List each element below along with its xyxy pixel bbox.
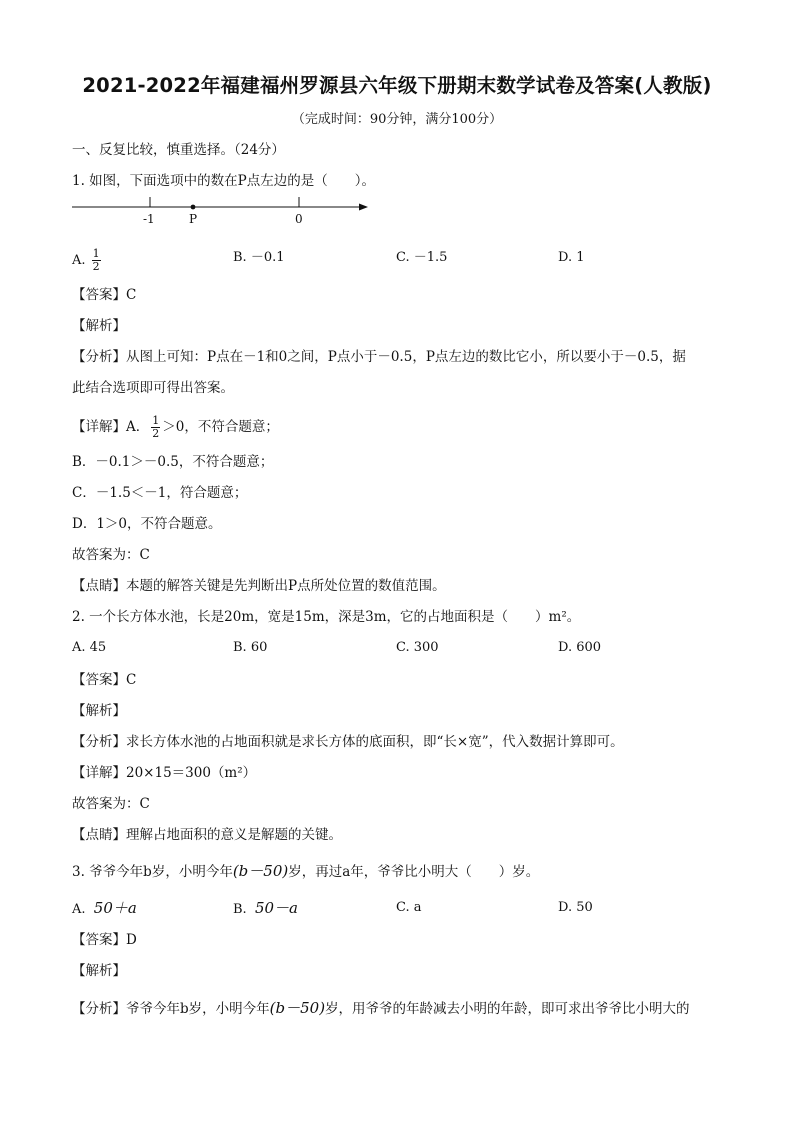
number-line [70,196,380,230]
number-line-label-minus-one: -1 [143,212,155,226]
q3-fenxi-expression: (b－50) [269,999,326,1017]
q3-option-a-expression: 50＋a [93,899,137,917]
fraction-numerator: 1 [152,414,160,427]
number-line-figure [70,196,380,234]
q2-final-answer: 故答案为：C [72,796,150,812]
q3-option-b-prefix: B. [233,902,247,917]
q2-option-a: A. 45 [72,640,107,655]
q2-option-b: B. 60 [233,640,268,655]
q3-fenxi [72,998,690,1019]
q3-fenxi-part-1: 【分析】爷爷今年b岁，小明今年 [72,1001,270,1017]
question-2-stem: 2. 一个长方体水池，长是20m，宽是15m，深是3m，它的占地面积是（ ）m²。 [72,609,581,625]
q1-dianjing: 【点睛】本题的解答关键是先判断出P点所处位置的数值范围。 [72,578,446,594]
q1-option-a [72,248,103,273]
page-title: 2021-2022年福建福州罗源县六年级下册期末数学试卷及答案(人教版) [82,74,712,97]
q3-option-c: C. a [396,900,422,915]
q1-option-c: C. －1.5 [396,250,448,265]
q1-xiangjie-b: B．－0.1＞－0.5，不符合题意； [72,454,274,470]
number-line-label-zero: 0 [295,212,303,226]
exam-time-note: （完成时间：90分钟，满分100分） [291,112,503,127]
q2-dianjing: 【点睛】理解占地面积的意义是解题的关键。 [72,827,342,843]
q2-option-c: C. 300 [396,640,439,655]
q1-fenxi-line-1: 【分析】从图上可知：P点在－1和0之间，P点小于－0.5，P点左边的数比它小，所以要小于－0.5，据 [72,349,686,365]
point-p-dot [191,205,196,210]
q1-fenxi-line-2: 此结合选项即可得出答案。 [72,380,234,396]
q1-xiangjie-a [72,415,279,440]
q1-xiangjie-d: D．1＞0，不符合题意。 [72,516,222,532]
q2-option-d: D. 600 [558,640,602,655]
q1-xiangjie-c: C．－1.5＜－1，符合题意； [72,485,248,501]
q3-answer: 【答案】D [72,932,137,948]
fraction-denominator: 2 [152,427,160,440]
q3-stem-part-2: 岁，再过a年，爷爷比小明大（ ）岁。 [288,864,540,880]
q2-answer: 【答案】C [72,672,137,688]
q3-option-b [233,898,298,920]
q3-option-a-prefix: A. [72,902,86,917]
q3-stem-part-1: 3. 爷爷今年b岁，小明今年 [72,864,233,880]
q3-option-b-expression: 50－a [254,899,298,917]
fraction-denominator: 2 [92,260,100,273]
number-line-label-p: P [189,212,198,226]
q1-xiangjie-a-suffix: ＞0，不符合题意； [162,419,279,435]
q1-jiexi: 【解析】 [72,318,126,334]
q1-final-answer: 故答案为：C [72,547,150,563]
q1-xiangjie-a-prefix: 【详解】A． [72,419,150,435]
q2-xiangjie: 【详解】20×15＝300（m²） [72,765,257,781]
question-1-stem: 1. 如图，下面选项中的数在P点左边的是（ ）。 [72,173,376,189]
question-3-stem [72,861,539,882]
fraction-numerator: 1 [92,247,100,260]
fraction [92,248,101,273]
arrow-head-icon [359,204,368,211]
section-heading: 一、反复比较，慎重选择。（24分） [72,142,285,158]
q3-fenxi-part-2: 岁，用爷爷的年龄减去小明的年龄，即可求出爷爷比小明大的 [325,1001,690,1017]
q3-option-d: D. 50 [558,900,593,915]
q3-jiexi: 【解析】 [72,963,126,979]
q3-stem-expression: (b－50) [232,862,289,880]
q1-answer: 【答案】C [72,287,137,303]
q1-option-a-prefix: A. [72,253,86,268]
fraction [151,415,160,440]
q1-option-b: B. －0.1 [233,250,285,265]
q2-jiexi: 【解析】 [72,703,126,719]
q1-option-d: D. 1 [558,250,585,265]
q2-fenxi: 【分析】求长方体水池的占地面积就是求长方体的底面积，即“长×宽”，代入数据计算即可。 [72,734,624,750]
q3-option-a [72,898,137,920]
